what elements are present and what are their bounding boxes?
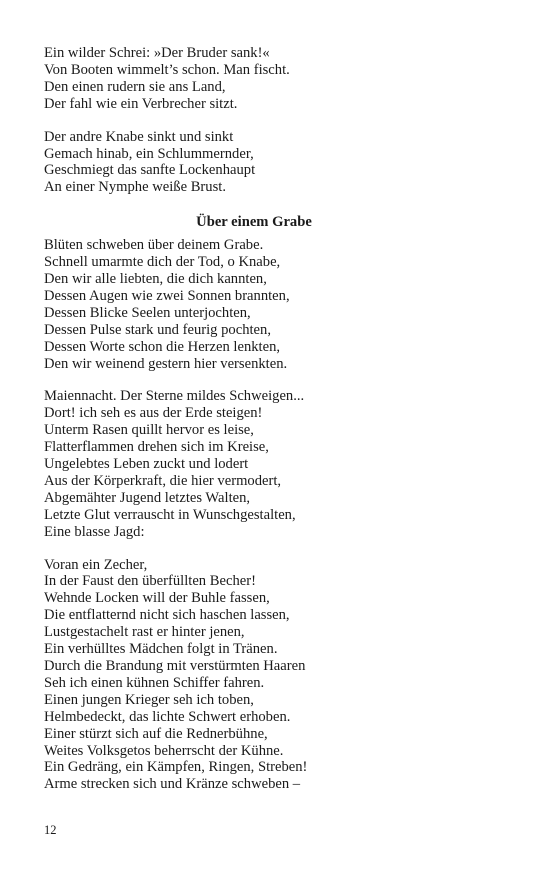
verse-line: Weites Volksgetos beherrscht der Kühne. — [44, 742, 284, 759]
title-gap — [44, 196, 514, 214]
verse-line: Unterm Rasen quillt hervor es leise, — [44, 422, 254, 439]
verse-line: Dessen Blicke Seelen unterjochten, — [44, 304, 251, 321]
verse-line: Seh ich einen kühnen Schiffer fahren. — [44, 674, 265, 691]
stanza-gap — [44, 541, 514, 557]
verse-line: Ein wilder Schrei: »Der Bruder sank!« — [44, 45, 270, 61]
verse-line: Voran ein Zecher, — [44, 556, 148, 573]
verse-line: Maiennacht. Der Sterne mildes Schweigen... — [44, 388, 305, 405]
verse-line: Dort! ich seh es aus der Erde steigen! — [44, 405, 263, 422]
stanza-gap — [44, 372, 514, 388]
previous-poem-stanza-2 — [44, 129, 514, 197]
verse-line: Helmbedeckt, das lichte Schwert erhoben. — [44, 708, 291, 725]
verse-line: Durch die Brandung mit verstürmten Haaren — [44, 658, 306, 674]
poem-stanza-2 — [44, 388, 514, 540]
verse-line: Von Booten wimmelt’s schon. Man fischt. — [44, 61, 290, 78]
verse-line: Den einen rudern sie ans Land, — [44, 78, 226, 95]
verse-line: Aus der Körperkraft, die hier vermodert, — [44, 472, 282, 489]
verse-line: Der fahl wie ein Verbrecher sitzt. — [44, 95, 238, 112]
verse-line: Lustgestachelt rast er hinter jenen, — [44, 624, 245, 641]
verse-line: Eine blasse Jagd: — [44, 523, 145, 540]
verse-line: Einer stürzt sich auf die Rednerbühne, — [44, 725, 268, 742]
verse-line: Ungelebtes Leben zuckt und lodert — [44, 456, 249, 473]
poem-stanza-1 — [44, 237, 514, 372]
verse-line: Einen jungen Krieger seh ich toben, — [44, 691, 254, 708]
verse-line: Den wir weinend gestern hier versenkten. — [44, 355, 288, 372]
verse-line: Gemach hinab, ein Schlummernder, — [44, 145, 254, 162]
verse-line: Geschmiegt das sanfte Lockenhaupt — [44, 162, 256, 179]
verse-line: Flatterflammen drehen sich im Kreise, — [44, 439, 269, 456]
verse-line: Der andre Knabe sinkt und sinkt — [44, 128, 234, 145]
poem-stanza-3 — [44, 557, 514, 794]
verse-line: Dessen Worte schon die Herzen lenkten, — [44, 338, 281, 355]
verse-line: Ein Gedräng, ein Kämpfen, Ringen, Streben! — [44, 759, 308, 776]
verse-line: Dessen Pulse stark und feurig pochten, — [44, 321, 271, 338]
verse-line: Abgemähter Jugend letztes Walten, — [44, 489, 251, 506]
verse-line: Blüten schweben über deinem Grabe. — [44, 237, 264, 254]
previous-poem-stanza-1 — [44, 45, 514, 113]
verse-line: Ein verhülltes Mädchen folgt in Tränen. — [44, 641, 278, 658]
stanza-gap — [44, 113, 514, 129]
verse-line: Wehnde Locken will der Buhle fassen, — [44, 590, 270, 607]
page-number: 12 — [44, 823, 57, 837]
verse-line: Letzte Glut verrauscht in Wunschgestalten, — [44, 506, 296, 523]
verse-line: An einer Nymphe weiße Brust. — [44, 179, 226, 196]
verse-line: In der Faust den überfüllten Becher! — [44, 573, 256, 590]
book-page — [44, 45, 514, 793]
verse-line: Arme strecken sich und Kränze schweben – — [44, 776, 301, 793]
verse-line: Schnell umarmte dich der Tod, o Knabe, — [44, 254, 281, 271]
verse-line: Die entflatternd nicht sich haschen lassen, — [44, 607, 290, 624]
verse-line: Dessen Augen wie zwei Sonnen brannten, — [44, 287, 290, 304]
verse-line: Den wir alle liebten, die dich kannten, — [44, 270, 267, 287]
poem-title: Über einem Grabe — [196, 214, 312, 231]
